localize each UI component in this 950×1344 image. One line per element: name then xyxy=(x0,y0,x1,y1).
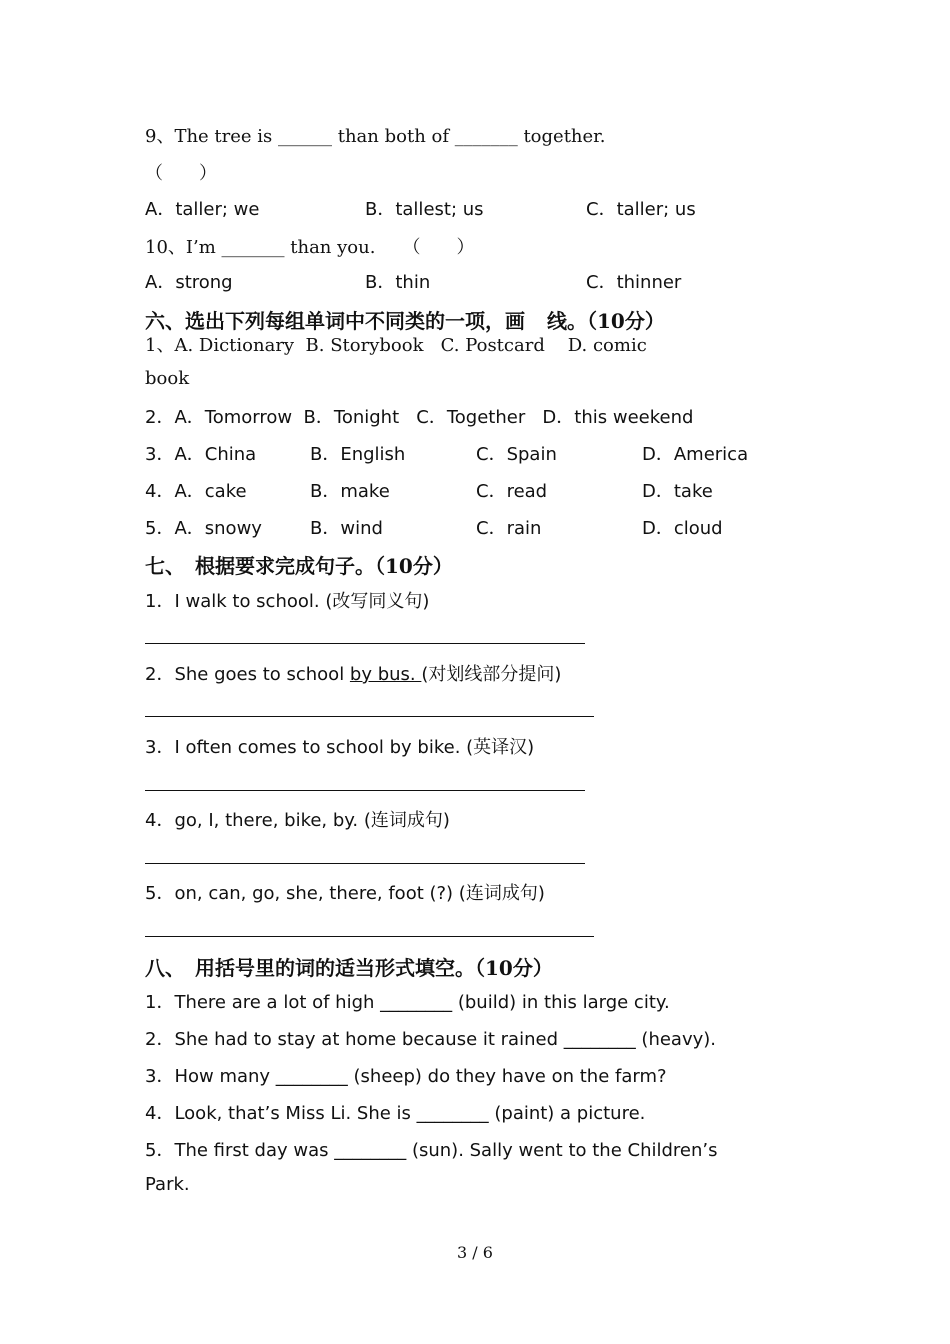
s6-q4-b: B．make xyxy=(310,481,390,502)
s7-q1: 1．I walk to school. (改写同义句) xyxy=(145,591,430,612)
q10-option-a: A．strong xyxy=(145,272,233,293)
s8-q4: 4．Look, that’s Miss Li. She is ________ (paint) a picture. xyxy=(145,1103,646,1124)
s6-q4-d: D．take xyxy=(642,481,713,502)
s6-q2: 2．A．Tomorrow B．Tonight C．Together D．this weekend xyxy=(145,407,694,428)
s6-q3-d: D．America xyxy=(642,444,749,465)
s7-q2: 2．She goes to school by bus. (对划线部分提问) xyxy=(145,664,562,685)
q9-option-c: C．taller; us xyxy=(586,199,696,220)
q9-stem: 9、The tree is ______ than both of _______ together. xyxy=(145,126,606,147)
section-6-heading: 六、选出下列每组单词中不同类的一项，画 线。（10分） xyxy=(145,309,665,333)
s7-q3-answer-line xyxy=(145,790,585,791)
s7-q5-answer-line xyxy=(145,936,594,937)
s8-q1: 1．There are a lot of high ________ (build) in this large city. xyxy=(145,992,670,1013)
section-7-heading: 七、 根据要求完成句子。（10分） xyxy=(145,554,453,578)
s8-q5-line2: Park. xyxy=(145,1174,190,1195)
s6-q3-b: B．English xyxy=(310,444,406,465)
s6-q1-line1: 1、A. Dictionary B. Storybook C. Postcard D. comic xyxy=(145,335,647,356)
section-8-heading: 八、 用括号里的词的适当形式填空。（10分） xyxy=(145,956,553,980)
s8-q3: 3．How many ________ (sheep) do they have on the farm? xyxy=(145,1066,667,1087)
s7-q4: 4．go, I, there, bike, by. (连词成句) xyxy=(145,810,450,831)
s6-q5-a: 5．A．snowy xyxy=(145,518,262,539)
s6-q3-a: 3．A．China xyxy=(145,444,257,465)
s7-q2-answer-line xyxy=(145,716,594,717)
s8-q2: 2．She had to stay at home because it rained ________ (heavy). xyxy=(145,1029,717,1050)
s6-q5-c: C．rain xyxy=(476,518,542,539)
page-number: 3 / 6 xyxy=(457,1243,493,1262)
q10-stem: 10、I’m _______ than you. （ ） xyxy=(145,237,475,258)
s6-q5-b: B．wind xyxy=(310,518,383,539)
q9-option-a: A．taller; we xyxy=(145,199,260,220)
s7-q5: 5．on, can, go, she, there, foot (?) (连词成句) xyxy=(145,883,545,904)
s6-q4-c: C．read xyxy=(476,481,548,502)
q9-answer-bracket: （ ） xyxy=(145,163,217,184)
s7-q2-underlined: by bus. xyxy=(349,664,422,685)
s6-q5-d: D．cloud xyxy=(642,518,723,539)
s7-q3: 3．I often comes to school by bike. (英译汉) xyxy=(145,737,535,758)
s6-q4-a: 4．A．cake xyxy=(145,481,247,502)
s6-q3-c: C．Spain xyxy=(476,444,557,465)
q10-option-b: B．thin xyxy=(365,272,431,293)
s7-q4-answer-line xyxy=(145,863,585,864)
s6-q1-line2: book xyxy=(145,368,190,389)
q9-option-b: B．tallest; us xyxy=(365,199,484,220)
q10-option-c: C．thinner xyxy=(586,272,682,293)
s7-q1-answer-line xyxy=(145,643,585,644)
s8-q5-line1: 5．The first day was ________ (sun). Sally went to the Children’s xyxy=(145,1140,718,1161)
